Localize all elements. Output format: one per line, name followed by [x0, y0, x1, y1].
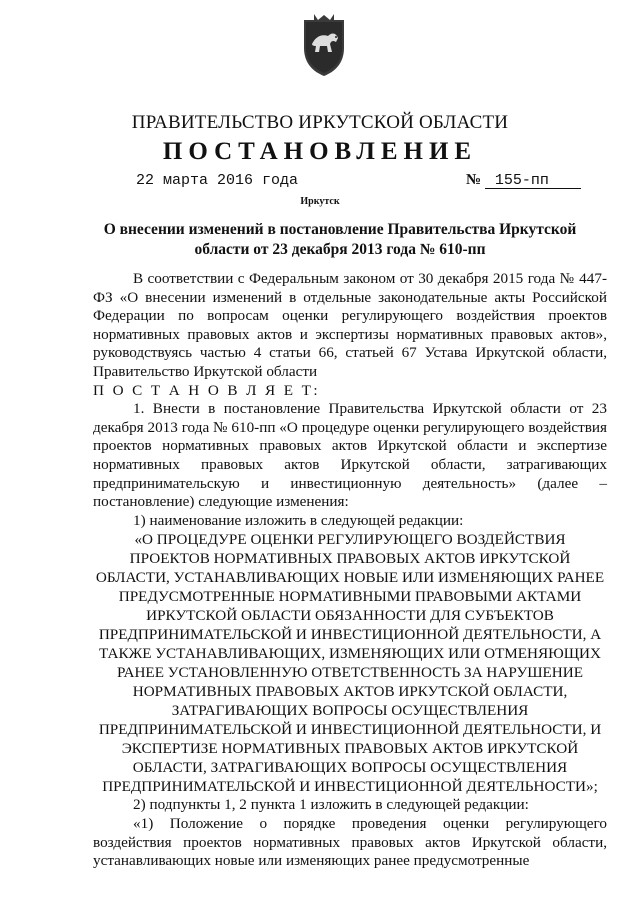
resolves-line: П О С Т А Н О В Л Я Е Т: — [93, 381, 320, 399]
number-sign: № — [466, 172, 482, 188]
decree-number — [466, 172, 581, 189]
number-value: 155-пп — [485, 173, 581, 189]
document-title: О внесении изменений в постановление Правительства Иркутской области от 23 декабря 2013 года № 610-пп — [103, 221, 577, 258]
government-heading: ПРАВИТЕЛЬСТВО ИРКУТСКОЙ ОБЛАСТИ — [131, 112, 509, 133]
item-1-paragraph: 1. Внести в постановление Правительства Иркутской области от 23 декабря 2013 года № 610-пп «О процедуре оценки регулирующего воздействия проектов нормативных правовых актов Иркутской области и экспертизе нормативных правовых актов Иркутской области, затрагивающих предпринимательскую и инвестиционную деятельность» (далее – постановление) следующие изменения: — [93, 400, 607, 511]
preamble-paragraph: В соответствии с Федеральным законом от 30 декабря 2015 года № 447-ФЗ «О внесении изменений в отдельные законодательные акты Российской Федерации по вопросам оценки регулирующего воздействия проектов нормативных правовых актов и экспертизы нормативных правовых актов», руководствуясь частью 4 статьи 66, статьей 67 Устава Иркутской области, Правительство Иркутской области — [93, 270, 607, 380]
coat-of-arms-emblem — [300, 14, 348, 78]
subitem-1-paragraph: 1) наименование изложить в следующей редакции: — [133, 511, 464, 529]
city-label: Иркутск — [300, 196, 340, 207]
new-title-caps: «О ПРОЦЕДУРЕ ОЦЕНКИ РЕГУЛИРУЮЩЕГО ВОЗДЕЙСТВИЯ ПРОЕКТОВ НОРМАТИВНЫХ ПРАВОВЫХ АКТОВ ИРКУТСКОЙ ОБЛАСТИ, УСТАНАВЛИВАЮЩИХ НОВЫЕ ИЛИ ИЗМЕНЯЮЩИХ РАНЕЕ ПРЕДУСМОТРЕННЫЕ НОРМАТИВНЫМИ ПРАВОВЫМИ АКТАМИ ИРКУТСКОЙ ОБЛАСТИ ОБЯЗАННОСТИ ДЛЯ СУБЪЕКТОВ ПРЕДПРИНИМАТЕЛЬСКОЙ И ИНВЕСТИЦИОННОЙ ДЕЯТЕЛЬНОСТИ, А ТАКЖЕ УСТАНАВЛИВАЮЩИХ, ИЗМЕНЯЮЩИХ ИЛИ ОТМЕНЯЮЩИХ РАНЕЕ УСТАНОВЛЕННУЮ ОТВЕТСТВЕННОСТЬ ЗА НАРУШЕНИЕ НОРМАТИВНЫХ ПРАВОВЫХ АКТОВ ИРКУТСКОЙ ОБЛАСТИ, ЗАТРАГИВАЮЩИХ ВОПРОСЫ ОСУЩЕСТВЛЕНИЯ ПРЕДПРИНИМАТЕЛЬСКОЙ И ИНВЕСТИЦИОННОЙ ДЕЯТЕЛЬНОСТИ, И ЭКСПЕРТИЗЕ НОРМАТИВНЫХ ПРАВОВЫХ АКТОВ ИРКУТСКОЙ ОБЛАСТИ, ЗАТРАГИВАЮЩИХ ВОПРОСЫ ОСУЩЕСТВЛЕНИЯ ПРЕДПРИНИМАТЕЛЬСКОЙ И ИНВЕСТИЦИОННОЙ ДЕЯТЕЛЬНОСТИ»; — [95, 531, 605, 796]
subitem-2-paragraph: 2) подпункты 1, 2 пункта 1 изложить в следующей редакции: — [133, 796, 529, 814]
decree-date: 22 марта 2016 года — [136, 172, 299, 189]
document-body — [93, 270, 607, 871]
quote-1-paragraph: «1) Положение о порядке проведения оценки регулирующего воздействия проектов нормативных правовых актов Иркутской области, устанавливающих новые или изменяющих ранее предусмотренные — [93, 814, 607, 870]
decree-heading: ПОСТАНОВЛЕНИЕ — [162, 138, 478, 165]
